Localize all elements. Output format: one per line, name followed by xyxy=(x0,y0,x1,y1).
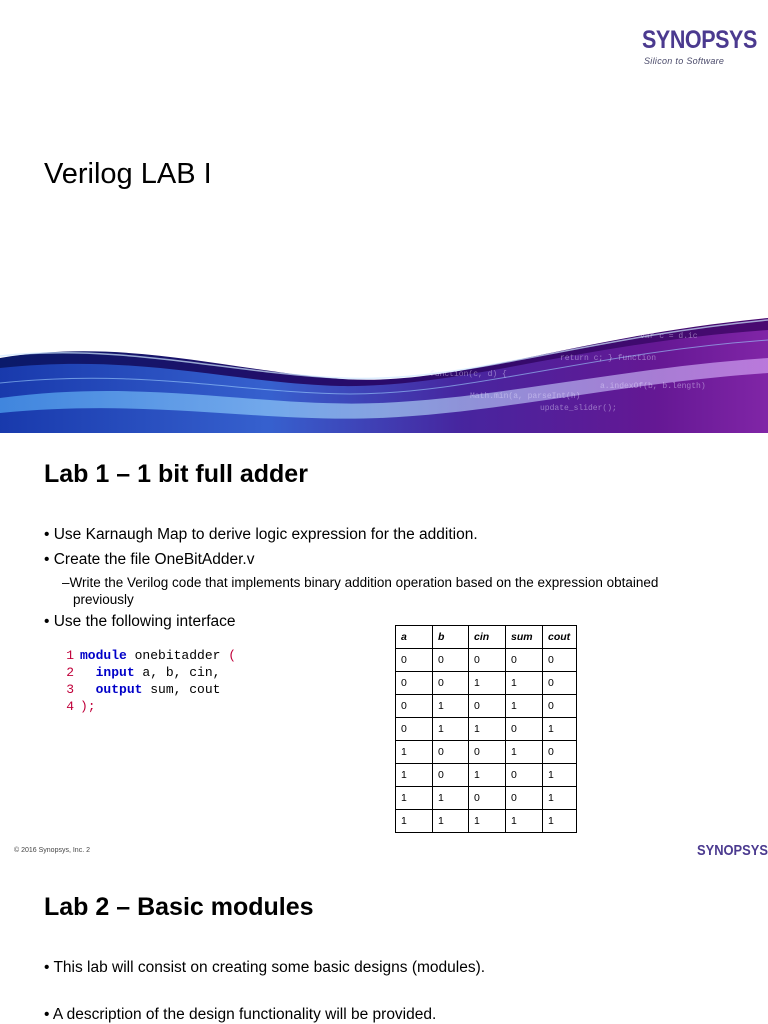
table-cell: 0 xyxy=(396,672,433,695)
column-header: sum xyxy=(506,626,543,649)
table-cell: 0 xyxy=(543,695,577,718)
table-cell: 0 xyxy=(396,695,433,718)
table-cell: 0 xyxy=(469,649,506,672)
bullet-interface: • Use the following interface xyxy=(44,613,236,630)
bullet-basic-designs: • This lab will consist on creating some basic designs (modules). xyxy=(44,959,486,976)
table-cell: 1 xyxy=(396,741,433,764)
code-block xyxy=(62,647,236,715)
synopsys-logo-small: SYNOPSYS xyxy=(697,842,768,859)
truth-table xyxy=(395,625,577,833)
code-line xyxy=(62,664,236,681)
code-line xyxy=(62,647,236,664)
table-cell: 0 xyxy=(506,649,543,672)
table-cell: 1 xyxy=(396,787,433,810)
column-header: b xyxy=(433,626,469,649)
table-cell: 0 xyxy=(433,764,469,787)
wave-banner-image xyxy=(0,298,768,433)
table-cell: 0 xyxy=(469,741,506,764)
line-number: 2 xyxy=(66,665,74,680)
table-cell: 1 xyxy=(543,787,577,810)
table-cell: 1 xyxy=(469,764,506,787)
table-row xyxy=(396,741,577,764)
table-row xyxy=(396,764,577,787)
table-cell: 1 xyxy=(433,695,469,718)
table-cell: 0 xyxy=(433,649,469,672)
svg-text:Math.min(a, parseInt(h): Math.min(a, parseInt(h) xyxy=(470,392,581,401)
code-text: sum, cout xyxy=(142,682,221,697)
svg-text:var c = d.ic: var c = d.ic xyxy=(640,332,698,341)
table-cell: 0 xyxy=(506,787,543,810)
bullet-description: • A description of the design functionality will be provided. xyxy=(44,1006,437,1023)
table-cell: 1 xyxy=(469,718,506,741)
line-number: 4 xyxy=(66,699,74,714)
table-cell: 1 xyxy=(506,695,543,718)
column-header: a xyxy=(396,626,433,649)
table-cell: 1 xyxy=(433,810,469,833)
svg-text:a.indexOf(b, b.length): a.indexOf(b, b.length) xyxy=(600,382,706,391)
copyright-footer: © 2016 Synopsys, Inc. 2 xyxy=(14,847,90,854)
line-number: 3 xyxy=(66,682,74,697)
table-row xyxy=(396,718,577,741)
table-cell: 0 xyxy=(396,649,433,672)
synopsys-tagline: Silicon to Software xyxy=(644,56,725,66)
code-paren: ); xyxy=(80,699,96,714)
table-cell: 0 xyxy=(433,672,469,695)
code-line xyxy=(62,681,236,698)
table-cell: 1 xyxy=(506,672,543,695)
table-cell: 1 xyxy=(506,741,543,764)
code-line xyxy=(62,698,236,715)
code-keyword: output xyxy=(95,682,143,697)
table-cell: 0 xyxy=(543,672,577,695)
table-cell: 1 xyxy=(543,718,577,741)
table-cell: 0 xyxy=(433,741,469,764)
table-cell: 0 xyxy=(506,764,543,787)
code-paren: ( xyxy=(228,648,237,663)
table-cell: 1 xyxy=(543,810,577,833)
table-cell: 1 xyxy=(506,810,543,833)
table-row xyxy=(396,787,577,810)
table-cell: 1 xyxy=(469,672,506,695)
sub-bullet-write-code xyxy=(62,574,742,608)
svg-text:update_slider();: update_slider(); xyxy=(540,404,617,413)
code-keyword: module xyxy=(80,648,127,663)
code-keyword: input xyxy=(95,665,135,680)
column-header: cin xyxy=(469,626,506,649)
table-cell: 1 xyxy=(469,810,506,833)
table-cell: 1 xyxy=(433,718,469,741)
table-cell: 1 xyxy=(396,764,433,787)
svg-text:return c; } function: return c; } function xyxy=(560,354,657,363)
table-cell: 0 xyxy=(469,787,506,810)
sub-bullet-line1: –Write the Verilog code that implements binary addition operation based on the expression obtained xyxy=(62,575,659,590)
column-header: cout xyxy=(543,626,577,649)
lab2-heading: Lab 2 – Basic modules xyxy=(44,893,314,921)
table-cell: 0 xyxy=(543,741,577,764)
table-cell: 0 xyxy=(396,718,433,741)
synopsys-logo: SYNOPSYS xyxy=(642,26,757,54)
line-number: 1 xyxy=(66,648,74,663)
table-row xyxy=(396,672,577,695)
table-cell: 1 xyxy=(543,764,577,787)
table-cell: 0 xyxy=(543,649,577,672)
sub-bullet-line2: previously xyxy=(73,592,134,607)
table-row xyxy=(396,810,577,833)
table-header-row xyxy=(396,626,577,649)
table-row xyxy=(396,695,577,718)
code-text: onebitadder xyxy=(126,648,229,663)
table-cell: 1 xyxy=(433,787,469,810)
slide-title: Verilog LAB I xyxy=(44,158,212,190)
table-row xyxy=(396,649,577,672)
bullet-create-file: • Create the file OneBitAdder.v xyxy=(44,551,255,568)
table-cell: 0 xyxy=(506,718,543,741)
table-cell: 0 xyxy=(469,695,506,718)
bullet-karnaugh: • Use Karnaugh Map to derive logic expression for the addition. xyxy=(44,526,478,543)
lab1-heading: Lab 1 – 1 bit full adder xyxy=(44,460,308,488)
code-text: a, b, cin, xyxy=(134,665,221,680)
svg-text:function(c, d) {: function(c, d) { xyxy=(430,370,507,379)
table-cell: 1 xyxy=(396,810,433,833)
